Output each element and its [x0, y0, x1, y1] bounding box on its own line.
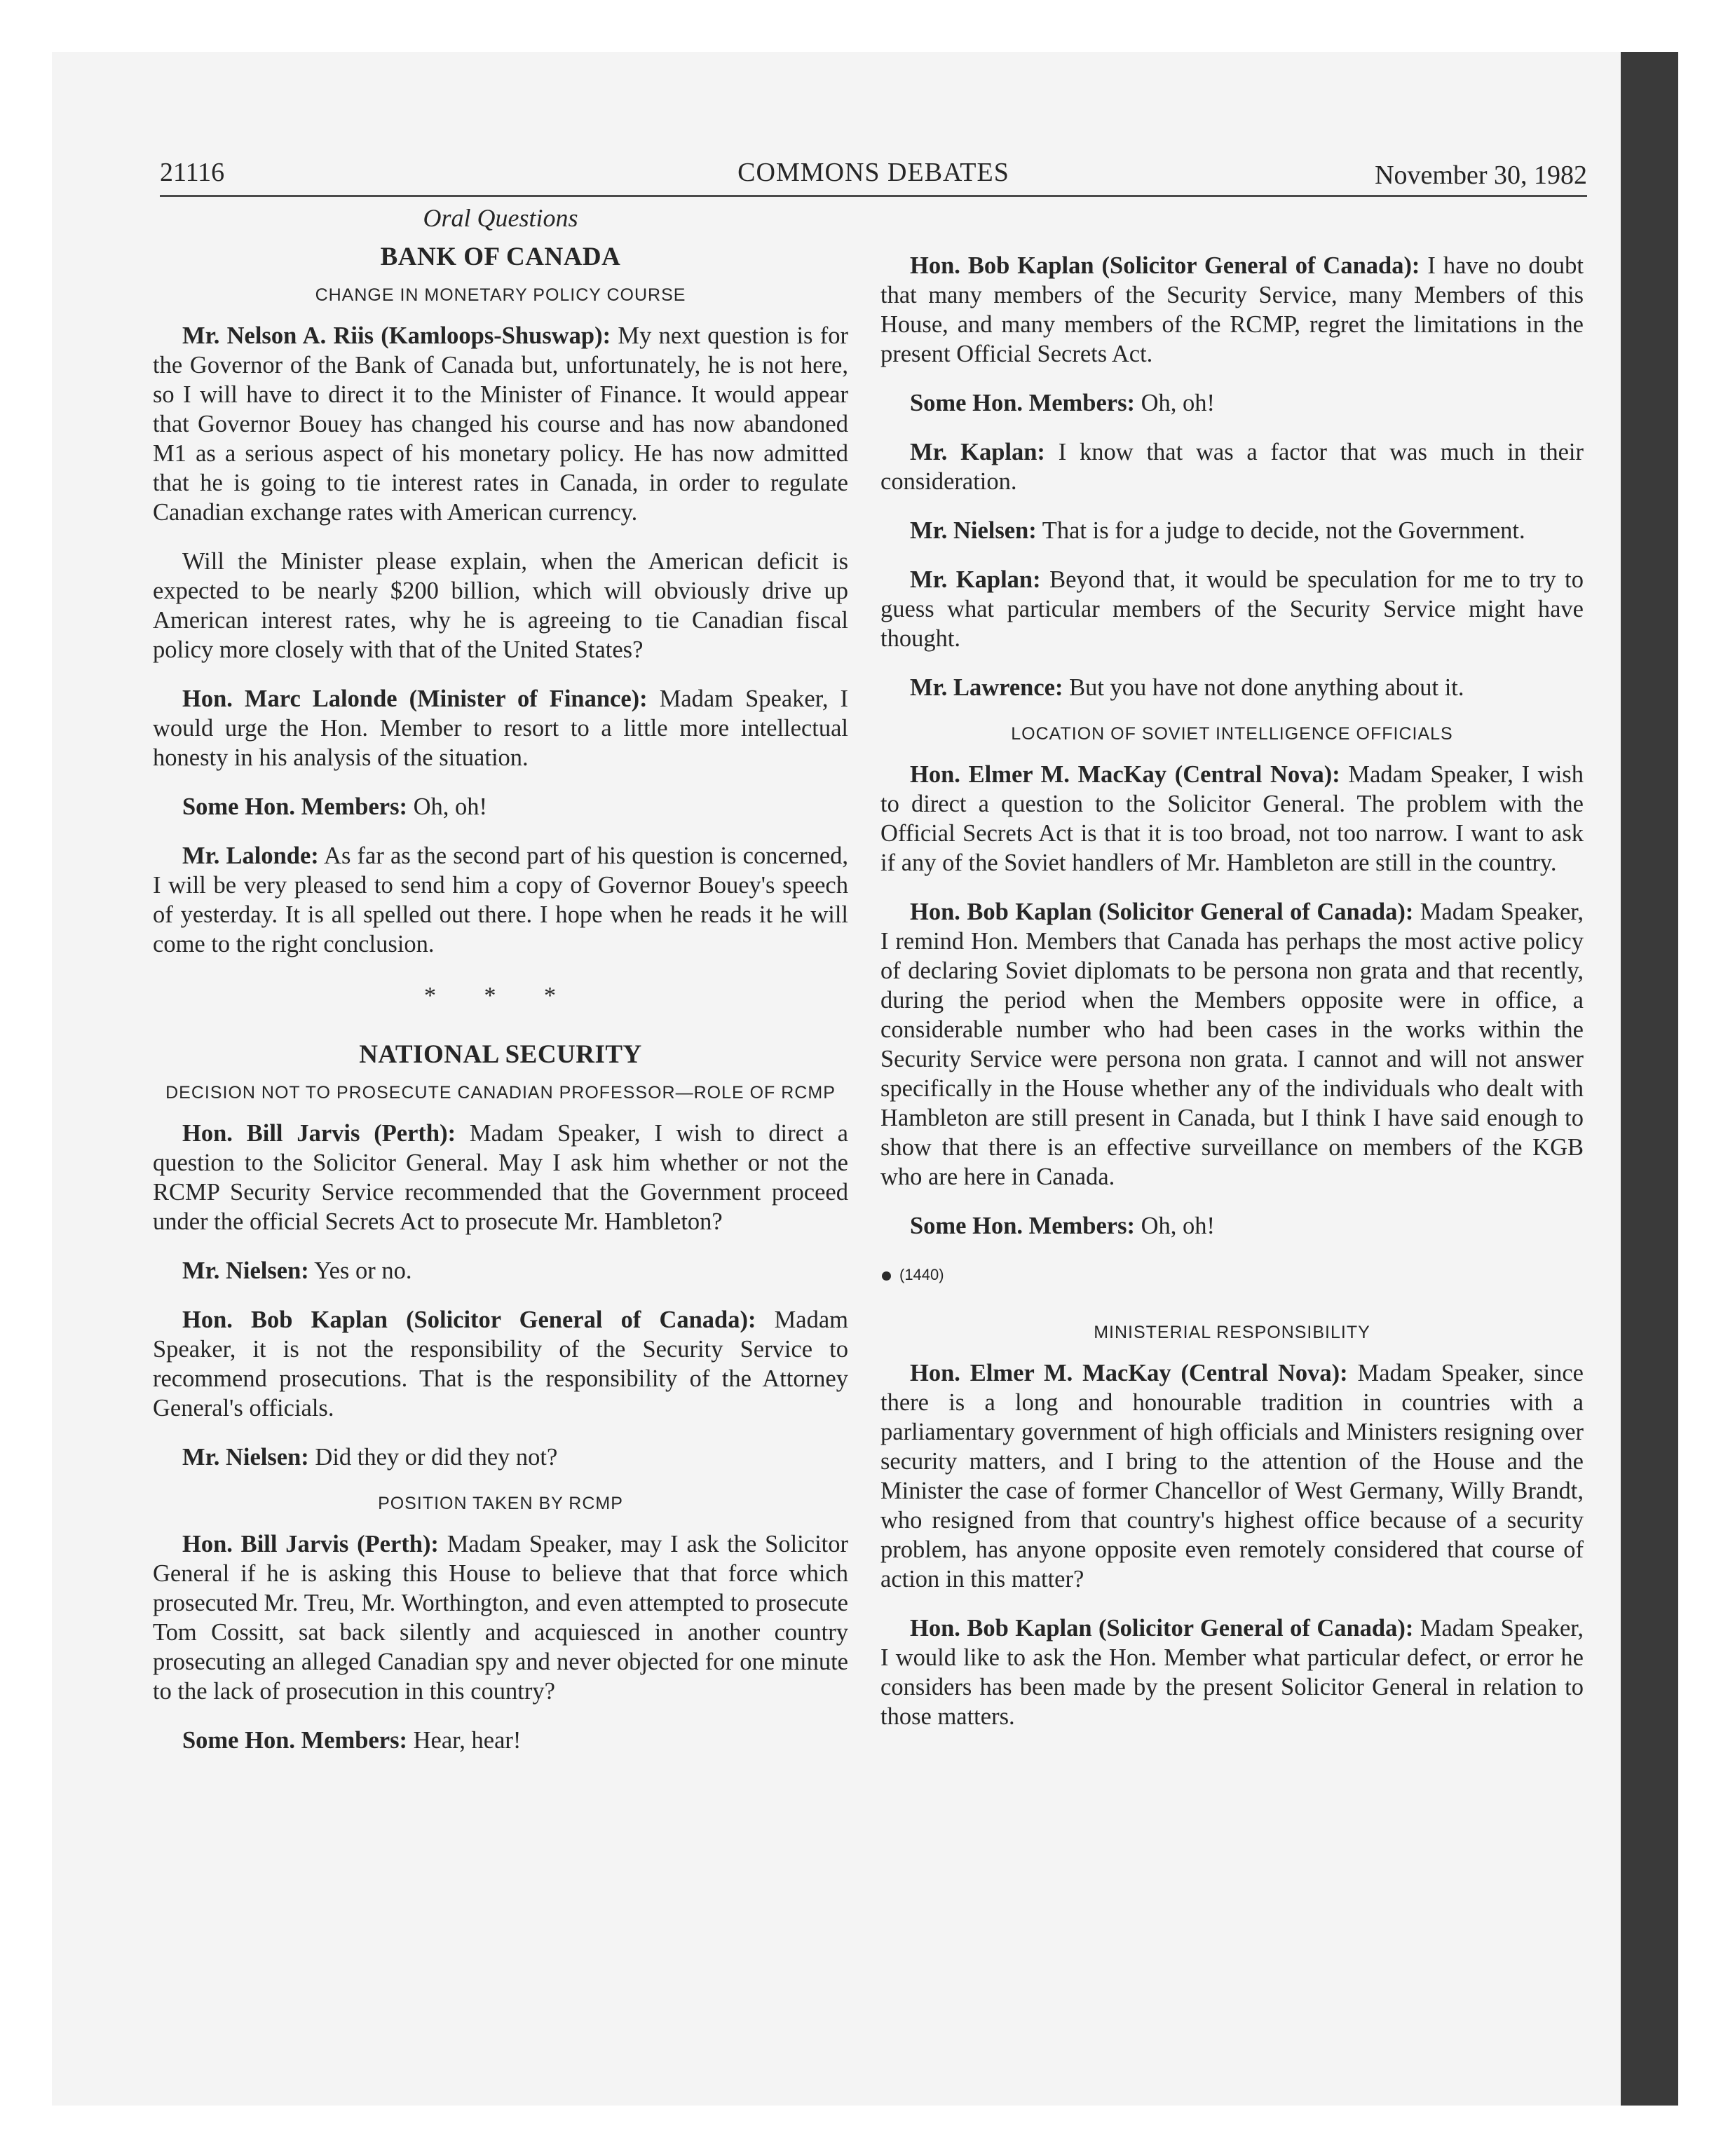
- speaker-name: Hon. Bob Kaplan (Solicitor General of Canada):: [182, 1306, 756, 1333]
- paragraph: [880, 760, 1584, 878]
- running-header: [160, 156, 1587, 197]
- section-kicker: Oral Questions: [423, 204, 578, 232]
- speaker-name: Hon. Marc Lalonde (Minister of Finance):: [182, 685, 648, 712]
- paragraph: [153, 792, 848, 821]
- paragraph: [153, 321, 848, 527]
- subheading-position-rcmp: POSITION TAKEN BY RCMP: [378, 1494, 623, 1513]
- speech-text: Beyond that, it would be speculation for me to try to guess what particular members of the Security Service might have thought.: [880, 566, 1584, 652]
- speaker-name: Mr. Kaplan:: [910, 439, 1045, 465]
- scan-edge-shadow: [1621, 52, 1678, 2106]
- left-column: [153, 203, 848, 1775]
- speaker-name: Hon. Bob Kaplan (Solicitor General of Canada):: [910, 252, 1420, 279]
- paragraph: [153, 1256, 848, 1285]
- speaker-name: Mr. Nielsen:: [910, 517, 1037, 544]
- paragraph: [153, 1442, 848, 1472]
- speaker-name: Mr. Nelson A. Riis (Kamloops-Shuswap):: [182, 322, 611, 349]
- speaker-name: Hon. Bill Jarvis (Perth):: [182, 1531, 439, 1557]
- speaker-name: Hon. Bill Jarvis (Perth):: [182, 1120, 456, 1147]
- speech-text: Madam Speaker, I remind Hon. Members that Canada has perhaps the most active policy of declaring Soviet diplomats to be persona non grata and that recently, during the period when the Members opposite were in office, a considerable number who had been cases in the works within the Security Service were persona non grata. I cannot and will not answer specifically in the House whether any of the individuals who dealt with Hambleton are still present in Canada, but I think I have said enough to show that there is an effective surveillance on members of the KGB who are here in Canada.: [880, 899, 1584, 1190]
- paragraph: [153, 1305, 848, 1423]
- paragraph: [880, 897, 1584, 1192]
- speech-text: Oh, oh!: [1134, 390, 1216, 416]
- paragraph: [153, 1726, 848, 1755]
- speech-text: Madam Speaker, may I ask the Solicitor General if he is asking this House to believe that that force which prosecuted Mr. Treu, Mr. Worthington, and even attempted to prosecute Tom Cossitt, sat back silently and acquiesced in another country prosecuting an alleged Canadian spy and never objected for one minute to the lack of prosecution in this country?: [153, 1531, 848, 1705]
- paragraph: [880, 1358, 1584, 1594]
- speech-text: Madam Speaker, I would like to ask the Hon. Member what particular defect, or error he considers has been made by the present Solicitor General in relation to those matters.: [880, 1615, 1584, 1730]
- issue-date: November 30, 1982: [1375, 161, 1587, 190]
- paragraph: [880, 251, 1584, 369]
- speech-text: Madam Speaker, I wish to direct a question to the Solicitor General. The problem with the Official Secrets Act is that it is too broad, not too narrow. I want to ask if any of the Soviet handlers of Mr. Hambleton are still in the country.: [880, 761, 1584, 876]
- speaker-name: Some Hon. Members:: [182, 1727, 407, 1754]
- speech-text: My next question is for the Governor of the Bank of Canada but, unfortunately, he is not here, so I will have to direct it to the Minister of Finance. It would appear that Governor Bouey has changed his course and has now abandoned M1 as a serious aspect of his monetary policy. He has now admitted that he is going to tie interest rates in Canada, in order to regulate Canadian exchange rates with American currency.: [153, 322, 848, 526]
- speech-text: Madam Speaker, it is not the responsibility of the Security Service to recommend prosecutions. That is the responsibility of the Attorney General's officials.: [153, 1306, 848, 1421]
- speaker-name: Mr. Kaplan:: [910, 566, 1041, 593]
- speaker-name: Some Hon. Members:: [910, 1213, 1135, 1239]
- speaker-name: Mr. Lawrence:: [910, 674, 1063, 701]
- speech-text: Oh, oh!: [407, 793, 488, 820]
- speech-text: Hear, hear!: [407, 1727, 522, 1754]
- speaker-name: Hon. Elmer M. MacKay (Central Nova):: [910, 1360, 1348, 1386]
- speech-text: Madam Speaker, I wish to direct a question to the Solicitor General. May I ask him whether or not the RCMP Security Service recommended that the Government proceed under the official Secrets Act to prosecute Mr. Hambleton?: [153, 1120, 848, 1235]
- paragraph: [880, 437, 1584, 496]
- paragraph: [153, 684, 848, 772]
- paragraph: [880, 516, 1584, 545]
- time-marker-text: (1440): [899, 1266, 944, 1283]
- speech-text: Oh, oh!: [1134, 1213, 1216, 1239]
- speech-text: Yes or no.: [308, 1257, 412, 1284]
- speech-text: As far as the second part of his question is concerned, I will be very pleased to send him a copy of Governor Bouey's speech of yesterday. It is all spelled out there. I hope when he reads it he will come to the right conclusion.: [153, 842, 848, 957]
- speech-text: Madam Speaker, I would urge the Hon. Member to resort to a little more intellectual honesty in his analysis of the situation.: [153, 685, 849, 771]
- speaker-name: Some Hon. Members:: [910, 390, 1135, 416]
- speaker-name: Hon. Elmer M. MacKay (Central Nova):: [910, 761, 1340, 788]
- speech-text: I have no doubt that many members of the Security Service, many Members of this House, and many members of the RCMP, regret the limitations in the present Official Secrets Act.: [880, 252, 1584, 367]
- section-separator: * * *: [424, 983, 577, 1009]
- speaker-name: Hon. Bob Kaplan (Solicitor General of Canada):: [910, 1615, 1414, 1642]
- bullet-dot-icon: [882, 1271, 891, 1281]
- speech-text: But you have not done anything about it.: [1063, 674, 1464, 701]
- speaker-name: Mr. Nielsen:: [182, 1257, 309, 1284]
- speech-text: Madam Speaker, since there is a long and honourable tradition in countries with a parliamentary government of high officials and Ministers resigning over security matters, and I bring to the attention of the House and the Minister the case of former Chancellor of West Germany, Willy Brandt, who resigned from that country's highest office because of a security problem, has anyone opposite even remotely considered that course of action in this matter?: [880, 1360, 1584, 1592]
- speaker-name: Some Hon. Members:: [182, 793, 407, 820]
- subheading-soviet-officials: LOCATION OF SOVIET INTELLIGENCE OFFICIALS: [1011, 724, 1453, 744]
- heading-national-security: NATIONAL SECURITY: [359, 1040, 642, 1069]
- paragraph: [880, 388, 1584, 418]
- page-number: 21116: [160, 158, 225, 187]
- speaker-name: Hon. Bob Kaplan (Solicitor General of Canada):: [910, 899, 1414, 925]
- speech-text: Did they or did they not?: [308, 1444, 558, 1471]
- speech-text: That is for a judge to decide, not the Government.: [1036, 517, 1525, 544]
- speech-text: I know that was a factor that was much in their consideration.: [880, 439, 1584, 495]
- speech-text: Will the Minister please explain, when the American deficit is expected to be nearly $200 billion, which will obviously drive up American interest rates, why he is agreeing to tie Canadian fiscal policy more closely with that of the United States?: [153, 548, 848, 663]
- paragraph: [153, 1529, 848, 1706]
- speaker-name: Mr. Nielsen:: [182, 1444, 309, 1471]
- paragraph: [880, 673, 1584, 702]
- paragraph: [153, 841, 848, 959]
- paragraph: [880, 1211, 1584, 1241]
- subheading-monetary-policy: CHANGE IN MONETARY POLICY COURSE: [315, 285, 686, 305]
- paragraph: [880, 1613, 1584, 1731]
- heading-bank-of-canada: BANK OF CANADA: [380, 243, 621, 271]
- time-marker: [882, 1260, 1584, 1290]
- right-column: [880, 251, 1584, 1751]
- publication-title: COMMONS DEBATES: [737, 158, 1009, 187]
- paragraph: [880, 565, 1584, 653]
- paragraph: [153, 1119, 848, 1236]
- subheading-ministerial-responsibility: MINISTERIAL RESPONSIBILITY: [1094, 1323, 1370, 1342]
- paragraph: [153, 547, 848, 664]
- speaker-name: Mr. Lalonde:: [182, 842, 319, 869]
- subheading-decision-not-to-prosecute: DECISION NOT TO PROSECUTE CANADIAN PROFESSOR—ROLE OF RCMP: [165, 1083, 836, 1103]
